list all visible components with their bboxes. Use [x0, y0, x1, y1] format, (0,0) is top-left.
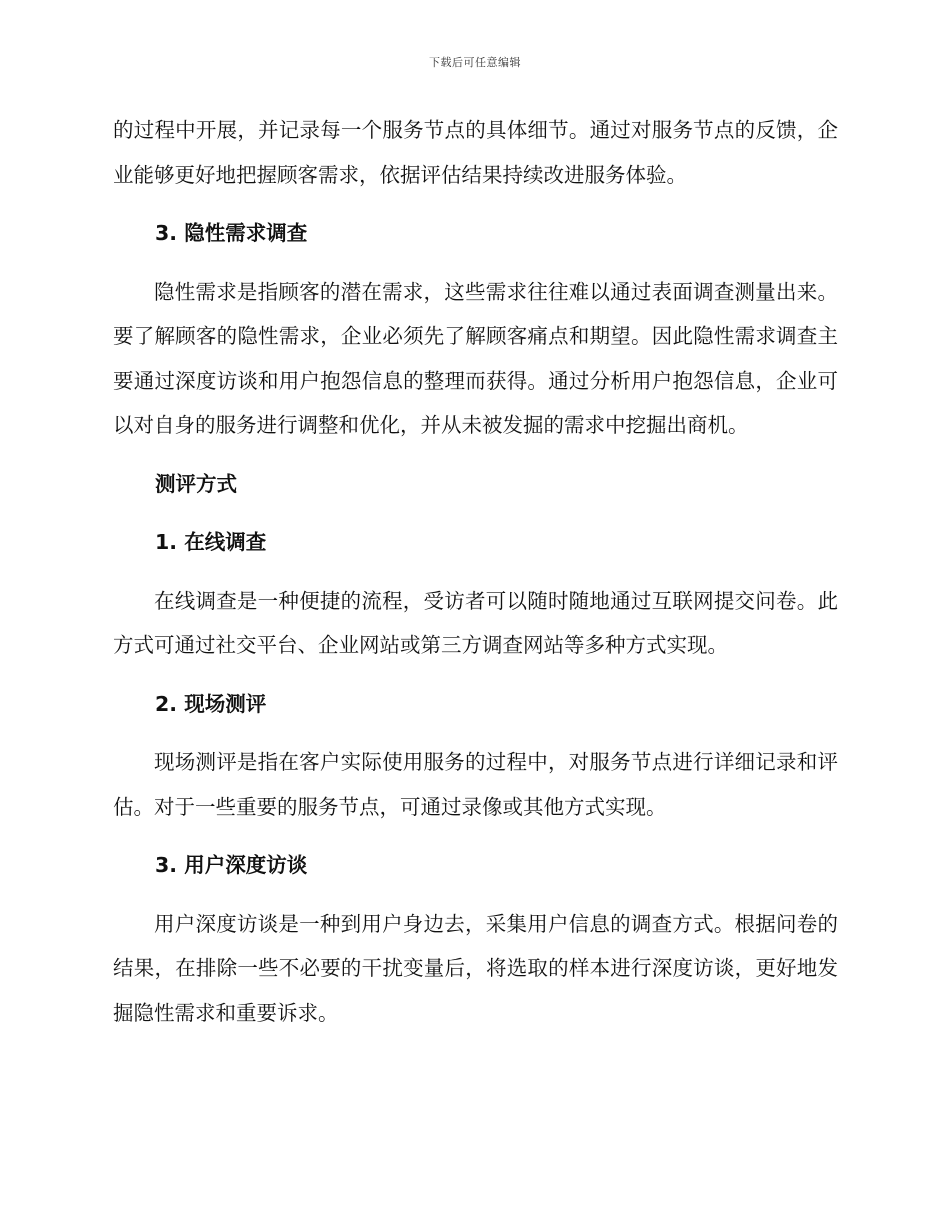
heading-user-interview: 3. 用户深度访谈	[155, 853, 308, 877]
heading-implicit-demand-survey: 3. 隐性需求调查	[155, 221, 308, 245]
heading-online-survey: 1. 在线调查	[155, 530, 267, 554]
document-body	[113, 108, 838, 1049]
paragraph-implicit-demand: 隐性需求是指顾客的潜在需求，这些需求往往难以通过表面调查测量出来。要了解顾客的隐性需求，企业必须先了解顾客痛点和期望。因此隐性需求调查主要通过深度访谈和用户抱怨信息的整理而获得。通过分析用户抱怨信息，企业可以对自身的服务进行调整和优化，并从未被发掘的需求中挖掘出商机。	[113, 279, 838, 437]
paragraph-user-interview: 用户深度访谈是一种到用户身边去，采集用户信息的调查方式。根据问卷的结果，在排除一些不必要的干扰变量后，将选取的样本进行深度访谈，更好地发掘隐性需求和重要诉求。	[113, 911, 838, 1025]
heading-evaluation-methods: 测评方式	[155, 471, 237, 496]
paragraph-online-survey: 在线调查是一种便捷的流程，受访者可以随时随地通过互联网提交问卷。此方式可通过社交平台、企业网站或第三方调查网站等多种方式实现。	[113, 588, 838, 657]
paragraph-onsite-evaluation: 现场测评是指在客户实际使用服务的过程中，对服务节点进行详细记录和评估。对于一些重要的服务节点，可通过录像或其他方式实现。	[113, 750, 838, 819]
paragraph-continuation: 的过程中开展，并记录每一个服务节点的具体细节。通过对服务节点的反馈，企业能够更好地把握顾客需求，依据评估结果持续改进服务体验。	[113, 118, 838, 187]
heading-onsite-evaluation: 2. 现场测评	[155, 691, 267, 716]
page-header: 下载后可任意编辑	[429, 56, 521, 69]
